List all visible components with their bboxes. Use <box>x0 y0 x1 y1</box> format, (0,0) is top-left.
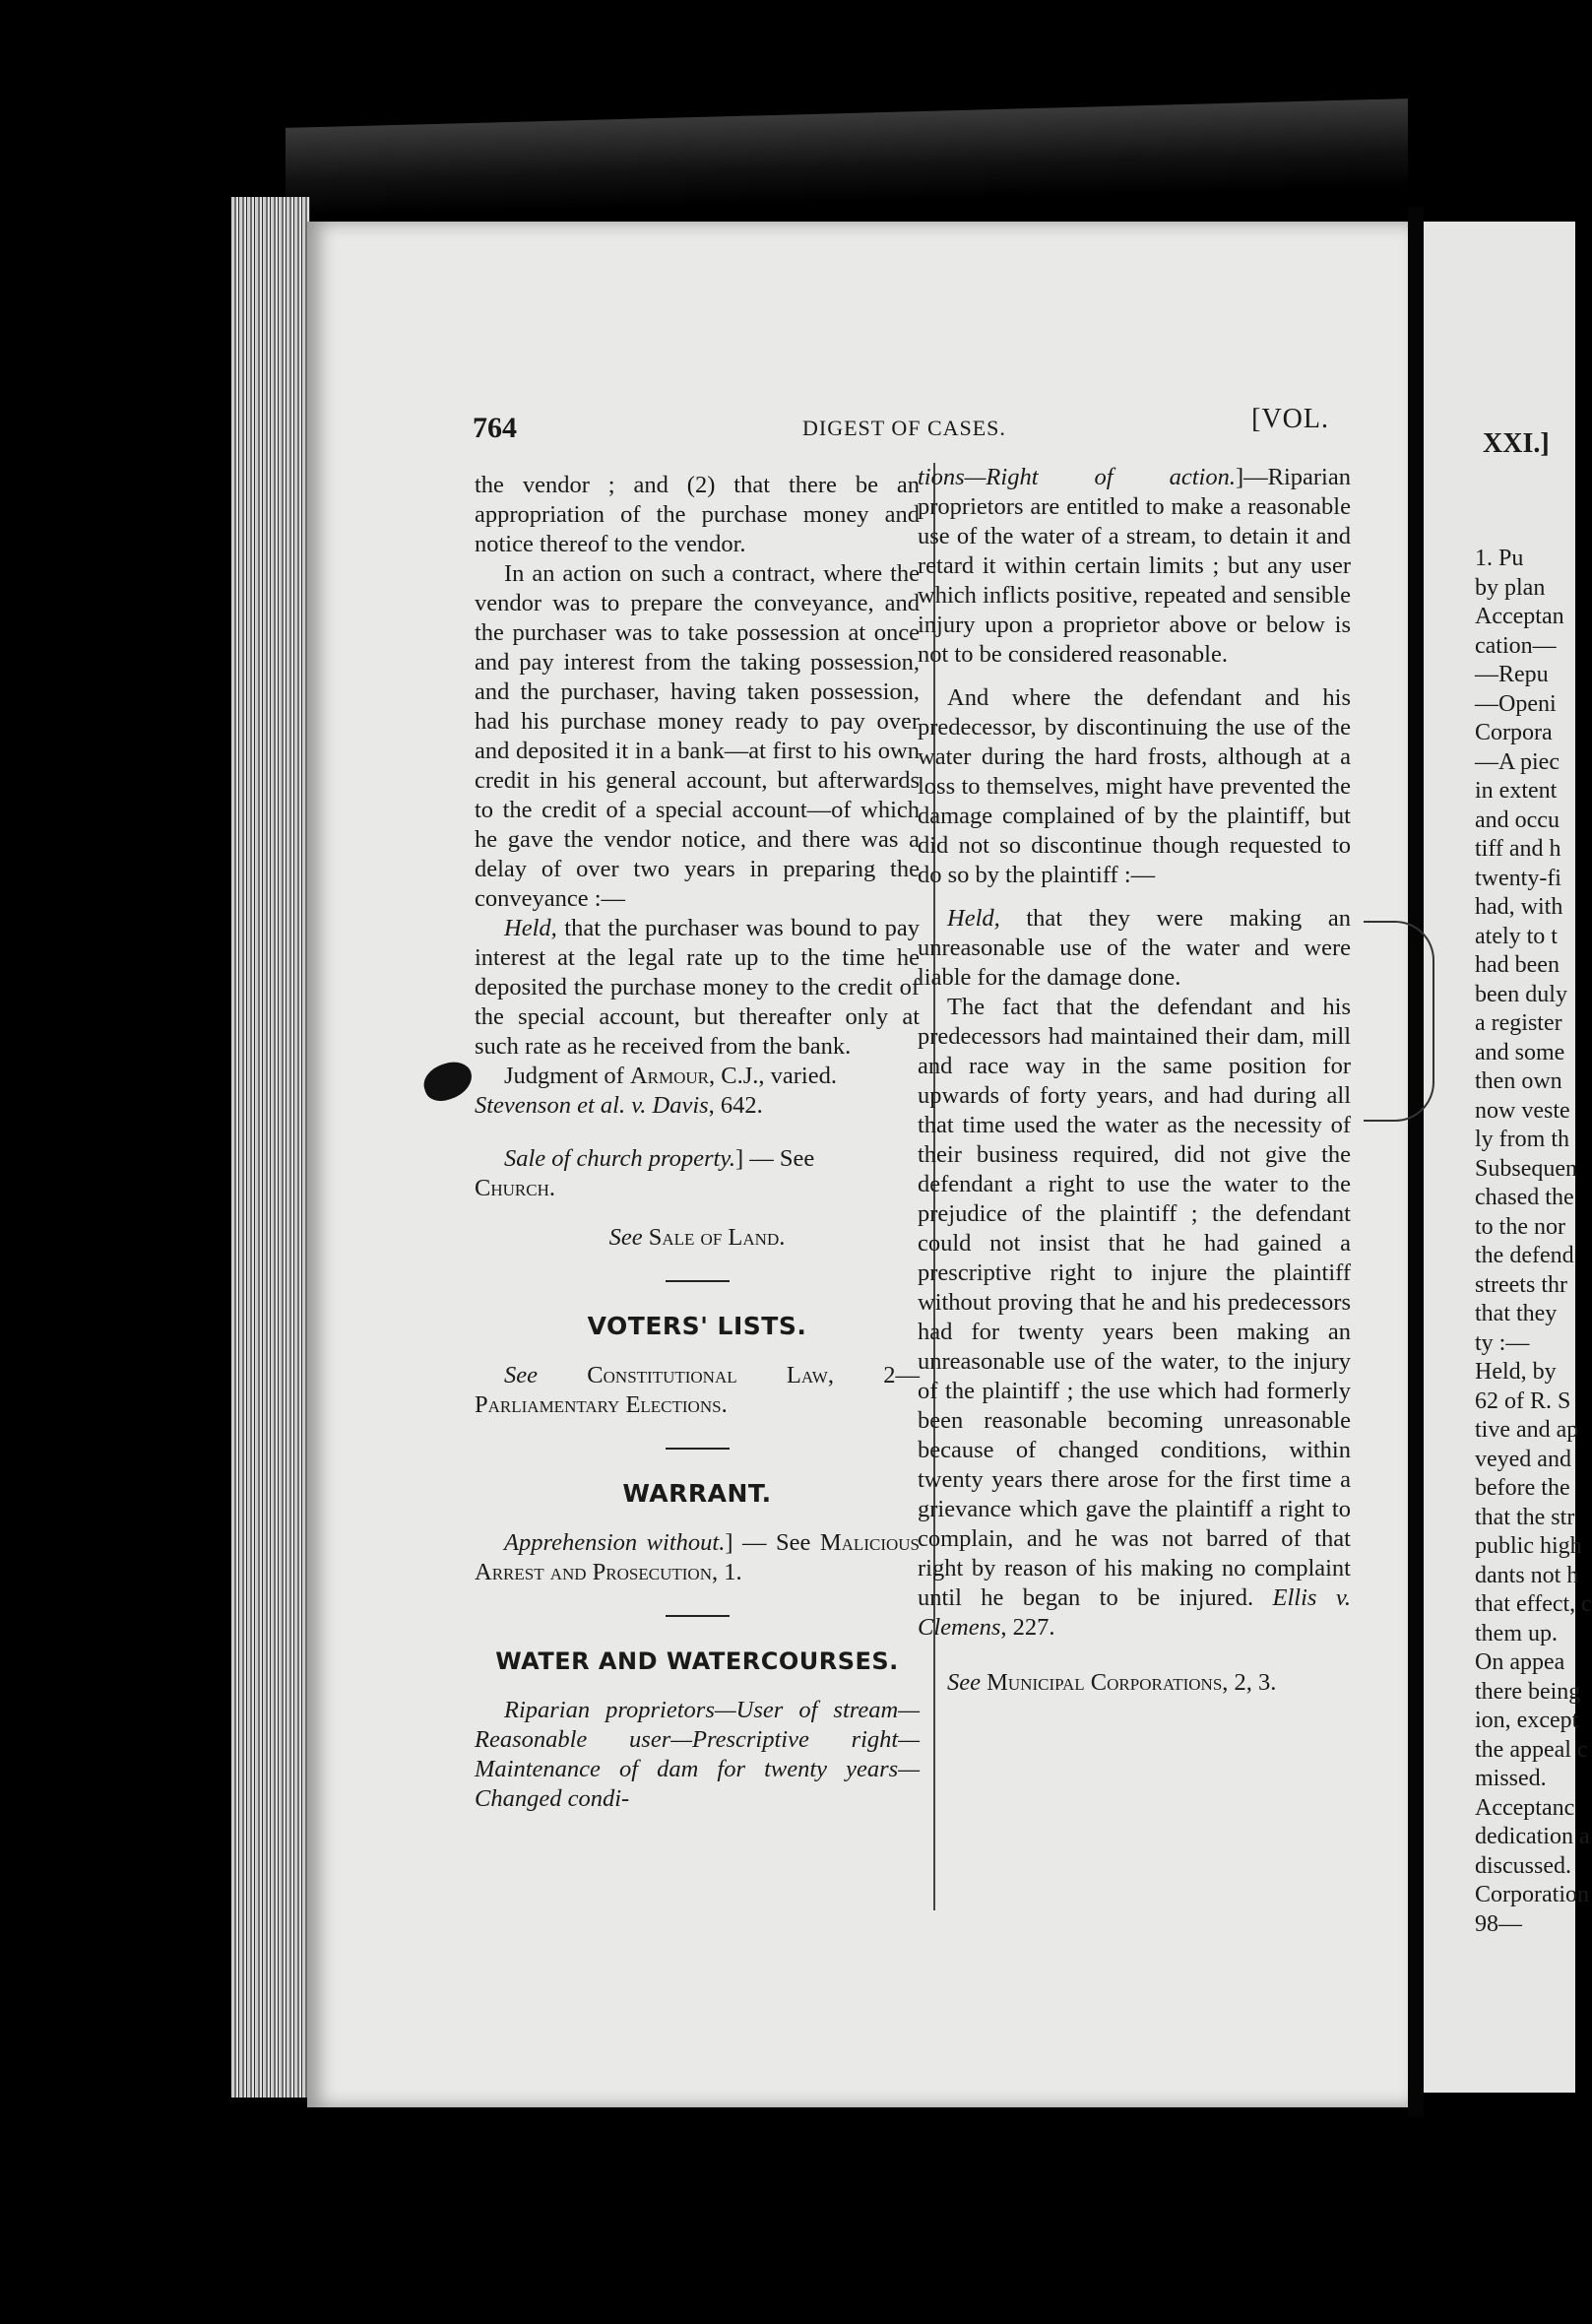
cross-reference-target: Constitutional Law, 2—Parliamentary Elections. <box>475 1362 920 1418</box>
page-title: DIGEST OF CASES. <box>802 416 1006 440</box>
facing-page-line: them up. <box>1475 1620 1558 1646</box>
section-heading: WARRANT. <box>622 1479 772 1508</box>
facing-page-line: that effect, c <box>1475 1591 1592 1617</box>
judge-name: Armour <box>629 1063 709 1089</box>
facing-page-line: Subsequen <box>1475 1155 1577 1182</box>
held-text: that they were making an unreasonable use of the water and were liable for the damage done. <box>918 905 1351 991</box>
paragraph: And where the defendant and his predecessor, by discontinuing the use of the water during the hard frosts, although at a loss to themselves, might have prevented the damage complained of by the plaintiff, but did not so discontinue though requested to do so by the plaintiff :— <box>918 684 1351 888</box>
facing-page-line: and some <box>1475 1039 1565 1065</box>
see-label: See <box>504 1362 538 1388</box>
facing-page-line: before the <box>1475 1475 1570 1501</box>
cross-reference <box>918 1668 1351 1698</box>
headnote <box>475 1696 920 1814</box>
case-citation: , 227. <box>1000 1614 1055 1641</box>
facing-page-line: —Openi <box>1475 690 1557 717</box>
held-paragraph <box>475 914 920 1062</box>
paragraph <box>918 993 1351 1643</box>
cross-reference-target: Municipal Corporations, 2, 3. <box>987 1669 1277 1696</box>
facing-page-line: had been <box>1475 952 1560 978</box>
facing-page-line: streets thr <box>1475 1271 1567 1298</box>
facing-page-line: Acceptan <box>1475 604 1564 629</box>
facing-page-line: a register <box>1475 1010 1562 1036</box>
section-rule <box>666 1280 730 1282</box>
paragraph-text: ]—Riparian proprietors are entitled to make a reasonable use of the water of a stream, to detain it and retard it within certain limits ; but any user which inflicts positive, repeated and sensible injury upon a proprietor above or below is not to be considered reasonable. <box>918 464 1351 668</box>
cross-reference <box>475 1528 920 1587</box>
pencil-mark <box>1364 921 1434 1122</box>
facing-page-line: Corporation <box>1475 1882 1589 1907</box>
judgment-text: , C.J., varied. <box>708 1063 837 1089</box>
facing-page-line: been duly <box>1475 981 1567 1007</box>
facing-page-line: now veste <box>1475 1097 1570 1124</box>
facing-page-line: public high <box>1475 1533 1582 1559</box>
see-label: See <box>947 1669 981 1696</box>
facing-page-line: Acceptanc <box>1475 1794 1575 1821</box>
facing-page-line: missed. <box>1475 1766 1547 1791</box>
paragraph: In an action on such a contract, where the vendor was to prepare the conveyance, and the purchaser was to take possession at once and pay interest from the taking possession, and the purchaser, having taken possession, had his purchase money ready to pay over and deposited it in a bank—at first to his own credit in his general account, but afterwards to the credit of a special account—of which he gave the vendor notice, and there was a delay of over two years in preparing the conveyance :— <box>475 560 920 912</box>
facing-page-line: and occu <box>1475 807 1560 833</box>
facing-page-line: veyed and <box>1475 1446 1571 1472</box>
facing-page-line: Held, by <box>1475 1359 1557 1385</box>
facing-page-line: —Repu <box>1475 662 1549 687</box>
headnote-topic: tions—Right of action. <box>918 464 1236 490</box>
facing-page-line: the defend <box>1475 1243 1574 1268</box>
book-top-edge <box>286 98 1408 217</box>
facing-page-line: Corpora <box>1475 720 1553 745</box>
facing-page-line: twenty-fi <box>1475 865 1561 891</box>
facing-page-line: 98— <box>1475 1910 1522 1937</box>
volume-label: [VOL. <box>1251 404 1329 434</box>
facing-page-line: tive and ap <box>1475 1417 1579 1443</box>
judgment-text: Judgment of <box>504 1063 630 1089</box>
facing-page-line: —A piec <box>1475 748 1560 775</box>
left-column <box>475 471 920 1814</box>
facing-page-line: had, with <box>1475 894 1563 920</box>
cross-reference <box>475 1223 920 1253</box>
facing-page-line: dants not h <box>1475 1562 1579 1588</box>
cross-reference <box>475 1144 920 1203</box>
cross-reference-see: ] — See <box>734 1145 815 1172</box>
see-label: See <box>608 1224 643 1251</box>
headnote-topic: Riparian proprietors—User of stream—Reasonable user—Prescriptive right—Maintenance of dam for twenty years—Changed condi- <box>475 1697 920 1812</box>
cross-reference-topic: Sale of church property. <box>504 1145 735 1172</box>
section-heading: WATER AND WATERCOURSES. <box>495 1647 899 1675</box>
held-text: that the purchaser was bound to pay interest at the legal rate up to the time he deposited the purchase money to the credit of the special account, but thereafter only at such rate as he received from the bank. <box>475 915 920 1060</box>
cross-reference-topic: Apprehension without. <box>504 1529 726 1556</box>
case-citation: , 642. <box>708 1092 763 1119</box>
facing-page-line: cation— <box>1475 632 1557 659</box>
facing-page-line: ately to t <box>1475 923 1558 949</box>
facing-page-line: ty :— <box>1475 1329 1530 1356</box>
paragraph-text: The fact that the defendant and his predecessors had maintained their dam, mill and race way in the same position for upwards of forty years, and had during all that time used the water as the necessity of their business required, did not give the defendant a right to use the water to the prejudice of the plaintiff ; the defendant could not insist that he had gained a prescriptive right to injure the plaintiff without proving that he and his predecessors had for twenty years been making an unreasonable use of the water, to the injury of the plaintiff ; the use which had formerly been reasonable becoming unreasonable because of changed conditions, within twenty years there arose for the first time a grievance which gave the plaintiff a right to complain, and he was not barred of that right by reason of his making no complaint until he began to be injured. <box>918 994 1351 1611</box>
held-label: Held, <box>947 905 1000 932</box>
facing-page <box>1424 222 1592 2093</box>
section-heading: VOTERS' LISTS. <box>587 1312 807 1340</box>
cross-reference-target: Malicious Arrest and Prosecution, 1. <box>475 1529 920 1585</box>
facing-page-line: dedication a <box>1475 1824 1590 1849</box>
facing-page-line: discussed. <box>1475 1852 1571 1879</box>
facing-page-line: there being <box>1475 1678 1581 1705</box>
paragraph <box>918 463 1351 670</box>
facing-page-line: the appeal c <box>1475 1736 1588 1763</box>
book-gutter <box>1408 207 1424 2117</box>
facing-page-line: ion, except <box>1475 1708 1579 1733</box>
facing-page-line: ly from th <box>1475 1127 1569 1152</box>
facing-page-line: 62 of R. S <box>1475 1388 1571 1414</box>
case-name: Ellis v. Clemens <box>918 1584 1352 1641</box>
cross-reference-see: ] — See <box>725 1529 811 1556</box>
page-edges <box>231 197 310 2098</box>
facing-page-line: in extent <box>1475 778 1558 804</box>
facing-page-line: by plan <box>1475 574 1546 601</box>
held-paragraph <box>918 904 1351 993</box>
cross-reference-target: Church. <box>475 1175 555 1201</box>
facing-page-line: to the nor <box>1475 1213 1565 1240</box>
facing-page-line: On appea <box>1475 1649 1565 1675</box>
held-label: Held, <box>504 915 557 941</box>
paragraph: the vendor ; and (2) that there be an appropriation of the purchase money and notice thereof to the vendor. <box>475 472 920 557</box>
facing-page-line: chased the <box>1475 1185 1574 1210</box>
facing-page-lines <box>1475 545 1592 1939</box>
page-number: 764 <box>473 412 517 444</box>
running-head <box>473 404 1329 451</box>
section-rule <box>666 1448 730 1450</box>
facing-page-line: that the str <box>1475 1504 1575 1530</box>
section-rule <box>666 1615 730 1617</box>
facing-page-line: tiff and h <box>1475 836 1561 862</box>
facing-page-head: XXI.] <box>1483 428 1550 459</box>
case-name: Stevenson et al. v. Davis <box>475 1092 709 1119</box>
facing-page-line: that they <box>1475 1301 1558 1326</box>
right-column <box>918 463 1351 1698</box>
cross-reference-target: Sale of Land. <box>648 1224 786 1251</box>
cross-reference <box>475 1361 920 1420</box>
facing-page-line: then own <box>1475 1068 1562 1094</box>
judgment-paragraph <box>475 1062 920 1121</box>
facing-page-line: 1. Pu <box>1475 546 1524 571</box>
